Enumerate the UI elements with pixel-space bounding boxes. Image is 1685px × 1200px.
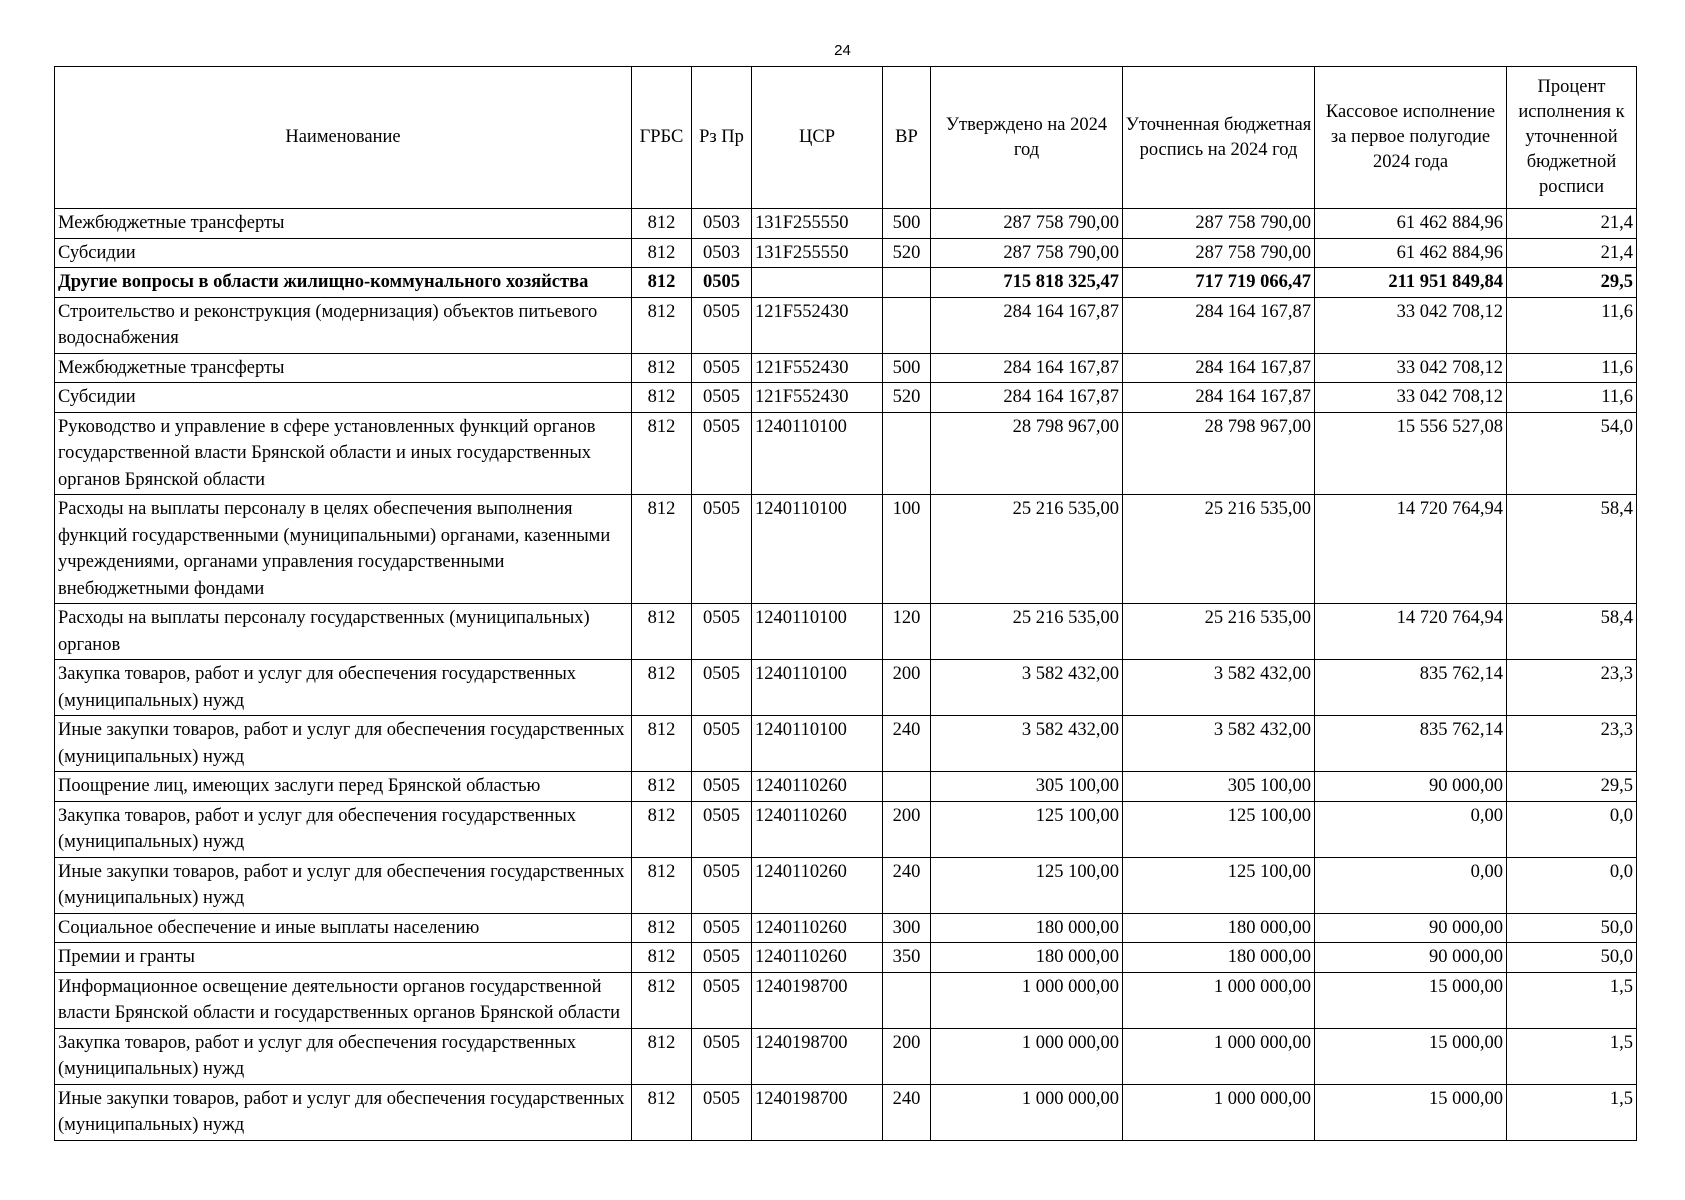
- cell-vr: 500: [883, 209, 931, 239]
- cell-vr: 350: [883, 943, 931, 973]
- cell-percent: 21,4: [1507, 238, 1637, 268]
- cell-grbs: 812: [632, 1084, 692, 1140]
- cell-rzpr: 0505: [692, 772, 752, 802]
- cell-cash: 90 000,00: [1315, 943, 1507, 973]
- cell-name: Межбюджетные трансферты: [55, 209, 632, 239]
- table-row: [55, 972, 1637, 1028]
- cell-approved: 287 758 790,00: [931, 209, 1123, 239]
- cell-cash: 33 042 708,12: [1315, 353, 1507, 383]
- cell-percent: 29,5: [1507, 772, 1637, 802]
- cell-name: Расходы на выплаты персоналу государственных (муниципальных) органов: [55, 604, 632, 660]
- cell-refined: 125 100,00: [1123, 801, 1315, 857]
- cell-cash: 33 042 708,12: [1315, 297, 1507, 353]
- cell-refined: 180 000,00: [1123, 943, 1315, 973]
- cell-refined: 180 000,00: [1123, 913, 1315, 943]
- cell-vr: [883, 268, 931, 298]
- cell-csr: 1240110100: [752, 660, 883, 716]
- table-row: [55, 297, 1637, 353]
- cell-name: Руководство и управление в сфере установленных функций органов государственной власти Брянской области и иных государственных органов Брянской области: [55, 412, 632, 495]
- table-row: [55, 857, 1637, 913]
- cell-refined: 284 164 167,87: [1123, 353, 1315, 383]
- cell-csr: 1240110260: [752, 857, 883, 913]
- cell-percent: 1,5: [1507, 972, 1637, 1028]
- cell-approved: 28 798 967,00: [931, 412, 1123, 495]
- cell-name: Поощрение лиц, имеющих заслуги перед Брянской областью: [55, 772, 632, 802]
- cell-grbs: 812: [632, 772, 692, 802]
- cell-cash: 15 000,00: [1315, 1084, 1507, 1140]
- cell-refined: 25 216 535,00: [1123, 604, 1315, 660]
- cell-refined: 28 798 967,00: [1123, 412, 1315, 495]
- header-row: [55, 67, 1637, 209]
- cell-csr: 1240198700: [752, 1028, 883, 1084]
- cell-csr: 1240110260: [752, 801, 883, 857]
- cell-rzpr: 0505: [692, 1028, 752, 1084]
- cell-vr: 200: [883, 801, 931, 857]
- cell-csr: 1240198700: [752, 1084, 883, 1140]
- cell-cash: 90 000,00: [1315, 772, 1507, 802]
- cell-grbs: 812: [632, 209, 692, 239]
- cell-vr: [883, 412, 931, 495]
- cell-cash: 33 042 708,12: [1315, 383, 1507, 413]
- cell-approved: 125 100,00: [931, 857, 1123, 913]
- table-row: [55, 209, 1637, 239]
- cell-name: Субсидии: [55, 238, 632, 268]
- cell-name: Иные закупки товаров, работ и услуг для обеспечения государственных (муниципальных) нужд: [55, 1084, 632, 1140]
- cell-csr: 1240110260: [752, 913, 883, 943]
- cell-cash: 15 000,00: [1315, 1028, 1507, 1084]
- cell-refined: 305 100,00: [1123, 772, 1315, 802]
- table-row: [55, 801, 1637, 857]
- cell-grbs: 812: [632, 660, 692, 716]
- cell-vr: 200: [883, 1028, 931, 1084]
- cell-csr: 1240198700: [752, 972, 883, 1028]
- cell-cash: 835 762,14: [1315, 716, 1507, 772]
- cell-refined: 287 758 790,00: [1123, 209, 1315, 239]
- cell-grbs: 812: [632, 412, 692, 495]
- cell-grbs: 812: [632, 383, 692, 413]
- cell-name: Межбюджетные трансферты: [55, 353, 632, 383]
- cell-grbs: 812: [632, 716, 692, 772]
- cell-rzpr: 0505: [692, 943, 752, 973]
- cell-grbs: 812: [632, 604, 692, 660]
- header-name: Наименование: [55, 67, 632, 209]
- cell-rzpr: 0505: [692, 353, 752, 383]
- header-refined: Уточненная бюджетная роспись на 2024 год: [1123, 67, 1315, 209]
- cell-percent: 23,3: [1507, 660, 1637, 716]
- cell-csr: [752, 268, 883, 298]
- cell-csr: 1240110260: [752, 943, 883, 973]
- cell-rzpr: 0505: [692, 660, 752, 716]
- cell-rzpr: 0503: [692, 209, 752, 239]
- cell-csr: 1240110100: [752, 412, 883, 495]
- cell-name: Закупка товаров, работ и услуг для обеспечения государственных (муниципальных) нужд: [55, 801, 632, 857]
- cell-grbs: 812: [632, 801, 692, 857]
- cell-percent: 1,5: [1507, 1084, 1637, 1140]
- cell-cash: 14 720 764,94: [1315, 604, 1507, 660]
- cell-approved: 284 164 167,87: [931, 383, 1123, 413]
- cell-cash: 15 000,00: [1315, 972, 1507, 1028]
- header-cash: Кассовое исполнение за первое полугодие 2024 года: [1315, 67, 1507, 209]
- cell-approved: 1 000 000,00: [931, 1028, 1123, 1084]
- cell-refined: 1 000 000,00: [1123, 1028, 1315, 1084]
- cell-name: Другие вопросы в области жилищно-коммунального хозяйства: [55, 268, 632, 298]
- cell-refined: 1 000 000,00: [1123, 1084, 1315, 1140]
- cell-percent: 0,0: [1507, 857, 1637, 913]
- cell-rzpr: 0505: [692, 412, 752, 495]
- cell-vr: 500: [883, 353, 931, 383]
- cell-csr: 1240110100: [752, 604, 883, 660]
- cell-percent: 1,5: [1507, 1028, 1637, 1084]
- table-row: [55, 943, 1637, 973]
- header-rzpr: Рз Пр: [692, 67, 752, 209]
- cell-csr: 131F255550: [752, 238, 883, 268]
- cell-refined: 3 582 432,00: [1123, 716, 1315, 772]
- table-row: [55, 660, 1637, 716]
- cell-cash: 835 762,14: [1315, 660, 1507, 716]
- cell-name: Субсидии: [55, 383, 632, 413]
- cell-rzpr: 0505: [692, 716, 752, 772]
- cell-vr: 200: [883, 660, 931, 716]
- cell-grbs: 812: [632, 972, 692, 1028]
- table-row: [55, 716, 1637, 772]
- cell-refined: 1 000 000,00: [1123, 972, 1315, 1028]
- cell-vr: [883, 297, 931, 353]
- cell-rzpr: 0505: [692, 297, 752, 353]
- cell-vr: 520: [883, 383, 931, 413]
- cell-percent: 58,4: [1507, 604, 1637, 660]
- table-row: [55, 1028, 1637, 1084]
- cell-approved: 3 582 432,00: [931, 716, 1123, 772]
- cell-refined: 284 164 167,87: [1123, 297, 1315, 353]
- table-row: [55, 495, 1637, 604]
- cell-percent: 50,0: [1507, 943, 1637, 973]
- cell-rzpr: 0503: [692, 238, 752, 268]
- cell-percent: 21,4: [1507, 209, 1637, 239]
- cell-csr: 131F255550: [752, 209, 883, 239]
- cell-vr: 240: [883, 1084, 931, 1140]
- cell-rzpr: 0505: [692, 383, 752, 413]
- cell-grbs: 812: [632, 268, 692, 298]
- cell-rzpr: 0505: [692, 801, 752, 857]
- cell-name: Премии и гранты: [55, 943, 632, 973]
- cell-vr: 240: [883, 716, 931, 772]
- cell-approved: 284 164 167,87: [931, 297, 1123, 353]
- cell-refined: 3 582 432,00: [1123, 660, 1315, 716]
- header-csr: ЦСР: [752, 67, 883, 209]
- table-row: [55, 412, 1637, 495]
- table-row: [55, 772, 1637, 802]
- cell-grbs: 812: [632, 1028, 692, 1084]
- cell-approved: 284 164 167,87: [931, 353, 1123, 383]
- cell-percent: 54,0: [1507, 412, 1637, 495]
- cell-grbs: 812: [632, 943, 692, 973]
- cell-name: Расходы на выплаты персоналу в целях обеспечения выполнения функций государственными (муниципальными) органами, казенными учреждениями, органами управления государственными внебюджетными фондами: [55, 495, 632, 604]
- cell-cash: 0,00: [1315, 857, 1507, 913]
- cell-percent: 29,5: [1507, 268, 1637, 298]
- table-row: [55, 913, 1637, 943]
- cell-csr: 1240110260: [752, 772, 883, 802]
- cell-approved: 287 758 790,00: [931, 238, 1123, 268]
- cell-percent: 50,0: [1507, 913, 1637, 943]
- cell-cash: 211 951 849,84: [1315, 268, 1507, 298]
- cell-cash: 61 462 884,96: [1315, 238, 1507, 268]
- cell-approved: 1 000 000,00: [931, 972, 1123, 1028]
- cell-vr: [883, 972, 931, 1028]
- cell-vr: 240: [883, 857, 931, 913]
- cell-approved: 3 582 432,00: [931, 660, 1123, 716]
- cell-cash: 0,00: [1315, 801, 1507, 857]
- cell-approved: 305 100,00: [931, 772, 1123, 802]
- table-row: [55, 383, 1637, 413]
- cell-vr: 300: [883, 913, 931, 943]
- cell-rzpr: 0505: [692, 1084, 752, 1140]
- cell-grbs: 812: [632, 857, 692, 913]
- cell-grbs: 812: [632, 353, 692, 383]
- header-percent: Процент исполнения к уточненной бюджетной росписи: [1507, 67, 1637, 209]
- cell-rzpr: 0505: [692, 857, 752, 913]
- cell-csr: 1240110100: [752, 716, 883, 772]
- budget-table: [54, 66, 1637, 1141]
- cell-vr: 100: [883, 495, 931, 604]
- table-row: [55, 1084, 1637, 1140]
- cell-approved: 180 000,00: [931, 943, 1123, 973]
- cell-refined: 284 164 167,87: [1123, 383, 1315, 413]
- cell-name: Закупка товаров, работ и услуг для обеспечения государственных (муниципальных) нужд: [55, 660, 632, 716]
- cell-vr: [883, 772, 931, 802]
- cell-percent: 58,4: [1507, 495, 1637, 604]
- cell-rzpr: 0505: [692, 268, 752, 298]
- table-body: [55, 209, 1637, 1141]
- header-vr: ВР: [883, 67, 931, 209]
- cell-vr: 120: [883, 604, 931, 660]
- cell-name: Социальное обеспечение и иные выплаты населению: [55, 913, 632, 943]
- cell-grbs: 812: [632, 495, 692, 604]
- cell-rzpr: 0505: [692, 913, 752, 943]
- header-grbs: ГРБС: [632, 67, 692, 209]
- cell-cash: 15 556 527,08: [1315, 412, 1507, 495]
- header-approved: Утверждено на 2024 год: [931, 67, 1123, 209]
- cell-name: Иные закупки товаров, работ и услуг для обеспечения государственных (муниципальных) нужд: [55, 857, 632, 913]
- cell-grbs: 812: [632, 913, 692, 943]
- cell-approved: 25 216 535,00: [931, 604, 1123, 660]
- cell-cash: 14 720 764,94: [1315, 495, 1507, 604]
- cell-refined: 287 758 790,00: [1123, 238, 1315, 268]
- cell-percent: 11,6: [1507, 353, 1637, 383]
- cell-refined: 125 100,00: [1123, 857, 1315, 913]
- cell-name: Иные закупки товаров, работ и услуг для обеспечения государственных (муниципальных) нужд: [55, 716, 632, 772]
- cell-percent: 23,3: [1507, 716, 1637, 772]
- cell-csr: 1240110100: [752, 495, 883, 604]
- cell-percent: 11,6: [1507, 383, 1637, 413]
- cell-approved: 25 216 535,00: [931, 495, 1123, 604]
- table-row: [55, 353, 1637, 383]
- cell-cash: 90 000,00: [1315, 913, 1507, 943]
- cell-rzpr: 0505: [692, 495, 752, 604]
- cell-rzpr: 0505: [692, 604, 752, 660]
- cell-name: Строительство и реконструкция (модернизация) объектов питьевого водоснабжения: [55, 297, 632, 353]
- cell-vr: 520: [883, 238, 931, 268]
- cell-csr: 121F552430: [752, 297, 883, 353]
- cell-cash: 61 462 884,96: [1315, 209, 1507, 239]
- page-number: 24: [834, 42, 851, 59]
- cell-approved: 125 100,00: [931, 801, 1123, 857]
- cell-percent: 0,0: [1507, 801, 1637, 857]
- cell-csr: 121F552430: [752, 383, 883, 413]
- cell-approved: 180 000,00: [931, 913, 1123, 943]
- cell-approved: 715 818 325,47: [931, 268, 1123, 298]
- cell-grbs: 812: [632, 297, 692, 353]
- cell-approved: 1 000 000,00: [931, 1084, 1123, 1140]
- table-row: [55, 604, 1637, 660]
- table-row: [55, 238, 1637, 268]
- cell-grbs: 812: [632, 238, 692, 268]
- cell-refined: 25 216 535,00: [1123, 495, 1315, 604]
- cell-csr: 121F552430: [752, 353, 883, 383]
- cell-percent: 11,6: [1507, 297, 1637, 353]
- cell-name: Информационное освещение деятельности органов государственной власти Брянской области и государственных органов Брянской области: [55, 972, 632, 1028]
- cell-rzpr: 0505: [692, 972, 752, 1028]
- cell-refined: 717 719 066,47: [1123, 268, 1315, 298]
- cell-name: Закупка товаров, работ и услуг для обеспечения государственных (муниципальных) нужд: [55, 1028, 632, 1084]
- table-row: [55, 268, 1637, 298]
